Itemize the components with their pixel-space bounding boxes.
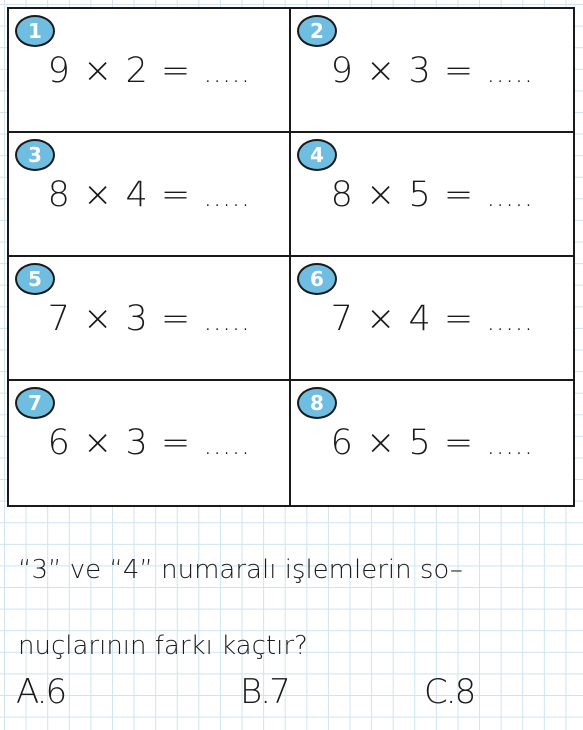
expression	[291, 51, 573, 91]
expression-text: 6 × 3 =	[47, 423, 192, 463]
option-value: 6	[45, 672, 68, 712]
question-line-2: nuçlarının farkı kaçtır?	[18, 631, 308, 661]
option-value: 7	[269, 672, 291, 712]
number-badge: 6	[297, 263, 337, 295]
option-a[interactable]	[16, 672, 67, 712]
answer-options	[14, 672, 574, 722]
option-c[interactable]	[424, 672, 476, 712]
option-b[interactable]	[240, 672, 291, 712]
problem-cell	[9, 257, 291, 381]
question-text	[18, 532, 578, 684]
expression-text: 8 × 4 =	[47, 175, 192, 215]
expression	[9, 175, 289, 215]
expression	[9, 51, 289, 91]
problems-table	[7, 7, 575, 507]
expression	[291, 299, 573, 339]
number-badge: 7	[15, 387, 55, 419]
answer-blank: .....	[486, 180, 534, 213]
answer-blank: .....	[203, 428, 251, 461]
problem-cell	[291, 9, 573, 133]
problem-cell	[9, 381, 291, 505]
answer-blank: .....	[486, 428, 534, 461]
expression	[291, 175, 573, 215]
problem-cell	[291, 381, 573, 505]
option-value: 8	[454, 672, 477, 712]
answer-blank: .....	[203, 56, 251, 89]
answer-blank: .....	[203, 180, 251, 213]
expression-text: 9 × 3 =	[330, 51, 475, 91]
option-letter: A.	[16, 672, 46, 712]
problem-cell	[9, 9, 291, 133]
number-badge: 2	[297, 15, 337, 47]
number-badge: 1	[15, 15, 55, 47]
number-badge: 8	[297, 387, 337, 419]
expression-text: 7 × 3 =	[47, 299, 192, 339]
option-letter: B.	[240, 672, 270, 712]
question-line-1: “3” ve “4” numaralı işlemlerin so–	[18, 555, 463, 585]
expression-text: 9 × 2 =	[47, 51, 192, 91]
number-badge: 5	[15, 263, 55, 295]
problem-cell	[9, 133, 291, 257]
answer-blank: .....	[486, 56, 534, 89]
answer-blank: .....	[203, 304, 251, 337]
answer-blank: .....	[486, 304, 534, 337]
number-badge: 4	[297, 139, 337, 171]
expression	[9, 423, 289, 463]
expression-text: 6 × 5 =	[330, 423, 475, 463]
expression	[9, 299, 289, 339]
expression	[291, 423, 573, 463]
expression-text: 8 × 5 =	[330, 175, 475, 215]
number-badge: 3	[15, 139, 55, 171]
problem-cell	[291, 133, 573, 257]
problem-cell	[291, 257, 573, 381]
option-letter: C.	[424, 672, 455, 712]
expression-text: 7 × 4 =	[330, 299, 475, 339]
